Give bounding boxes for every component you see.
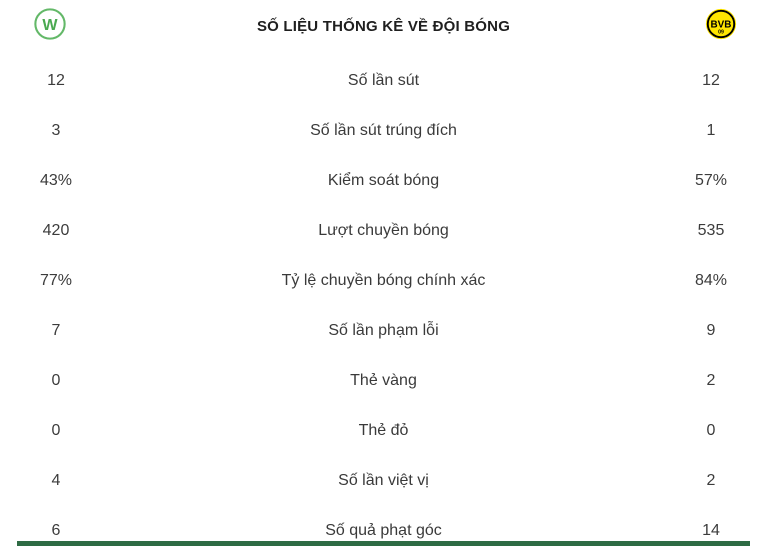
stat-row-offsides <box>0 456 767 506</box>
stat-row-passes <box>0 206 767 256</box>
bvb-logo-subtext: 09 <box>718 29 724 36</box>
stat-row-red-cards <box>0 406 767 456</box>
stat-label: Tỷ lệ chuyền bóng chính xác <box>281 272 486 289</box>
stats-title: SỐ LIỆU THỐNG KÊ VỀ ĐỘI BÓNG <box>256 17 511 35</box>
stat-label: Thẻ vàng <box>350 372 417 389</box>
home-value: 0 <box>51 422 61 439</box>
stat-label: Số quả phạt góc <box>325 522 442 539</box>
stat-label: Số lần việt vị <box>338 472 429 489</box>
away-value: 535 <box>697 222 725 239</box>
stat-label: Kiểm soát bóng <box>327 172 440 189</box>
stat-label: Thẻ đỏ <box>358 422 409 439</box>
stat-label: Lượt chuyền bóng <box>318 222 449 239</box>
away-value: 57% <box>694 172 728 189</box>
away-value: 14 <box>702 522 720 539</box>
stat-row-shots-on-target <box>0 106 767 156</box>
home-value: 43% <box>39 172 73 189</box>
stat-row-possession <box>0 156 767 206</box>
wolfsburg-logo <box>33 7 67 41</box>
stats-rows <box>0 56 767 546</box>
stat-row-shots <box>0 56 767 106</box>
stats-header <box>0 0 767 52</box>
home-value: 420 <box>42 222 70 239</box>
home-value: 3 <box>51 122 61 139</box>
stat-label: Số lần sút trúng đích <box>310 122 457 139</box>
away-value: 2 <box>706 372 716 389</box>
bottom-accent-bar <box>17 541 750 546</box>
stat-row-yellow-cards <box>0 356 767 406</box>
bvb-09-logo <box>704 7 738 41</box>
away-value: 84% <box>694 272 728 289</box>
stat-label: Số lần phạm lỗi <box>328 322 439 339</box>
home-value: 12 <box>47 72 65 89</box>
home-value: 0 <box>51 372 61 389</box>
away-value: 9 <box>706 322 716 339</box>
away-value: 2 <box>706 472 716 489</box>
stat-label: Số lần sút <box>347 72 420 89</box>
away-value: 1 <box>706 122 716 139</box>
home-value: 7 <box>51 322 61 339</box>
away-value: 0 <box>706 422 716 439</box>
wolfsburg-logo-letter: W <box>42 16 58 35</box>
stat-row-pass-accuracy <box>0 256 767 306</box>
home-value: 4 <box>51 472 61 489</box>
away-value: 12 <box>702 72 720 89</box>
bvb-logo-text: BVB <box>710 19 732 31</box>
stat-row-fouls <box>0 306 767 356</box>
home-value: 77% <box>39 272 73 289</box>
stat-row-corners <box>0 506 767 546</box>
home-value: 6 <box>51 522 61 539</box>
